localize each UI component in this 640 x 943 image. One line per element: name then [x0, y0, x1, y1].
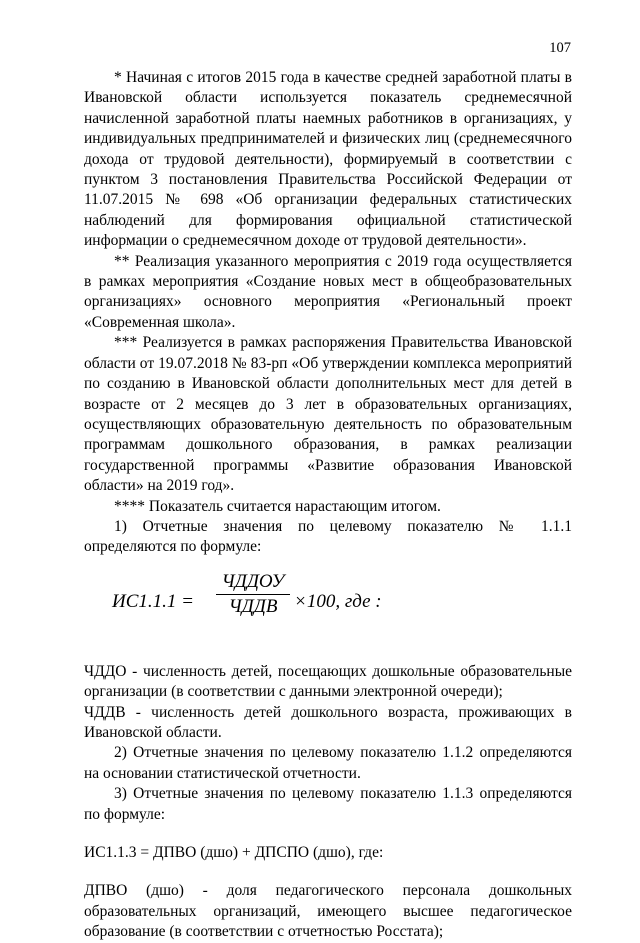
formula-denominator: ЧДДВ — [228, 596, 278, 618]
definition-chddo: ЧДДО - численность детей, посещающих дошкольные образовательные организации (в соответствии с данными электронной очереди); — [84, 662, 572, 701]
footnote-2: ** Реализация указанного мероприятия с 2019 года осуществляется в рамках мероприятия «Создание новых мест в общеобразовательных организациях» основного мероприятия «Региональный проект «Современная школа». — [84, 252, 572, 331]
formula-lhs: ИС1.1.1 = — [112, 590, 194, 612]
definition-chddv: ЧДДВ - численность детей дошкольного возраста, проживающих в Ивановской области. — [84, 703, 572, 741]
footnote-1: * Начиная с итогов 2015 года в качестве средней заработной платы в Ивановской области используется показатель среднемесячной начисленной заработной платы наемных работников в организациях, у индивидуальных предпринимателей и физических лиц (среднемесячного дохода от трудовой деятельности), формируемый в соответствии с пунктом 3 постановления Правительства Российской Федерации от 11.07.2015 № 698 «Об организации федеральных статистических наблюдений для формирования официальной статистической информации о среднемесячном доходе от трудовой деятельности». — [84, 69, 572, 250]
footnote-4: **** Показатель считается нарастающим итогом. — [114, 497, 441, 515]
page-number: 107 — [549, 40, 571, 56]
formula-fraction — [216, 572, 290, 618]
formula-rhs: ×100, где : — [294, 590, 382, 612]
document-body — [84, 68, 572, 943]
footnote-3: *** Реализуется в рамках распоряжения Правительства Ивановской области от 19.07.2018 № 83-рп «Об утверждении комплекса мероприятий по созданию в Ивановской области дополнительных мест для детей в возрасте от 2 месяцев до 3 лет в образовательных организациях, осуществляющих образовательную деятельность по образовательным программам дошкольного образования, в рамках реализации государственной программы «Развитие образования Ивановской области» на 2019 год». — [84, 334, 572, 495]
formula-1-1-3: ИС1.1.3 = ДПВО (дшо) + ДПСПО (дшо), где: — [84, 844, 384, 861]
definition-dpvo: ДПВО (дшо) - доля педагогического персонала дошкольных образовательных организаций, имеющего высшее педагогическое образование (в соответствии с отчетностью Росстата); — [84, 882, 572, 941]
formula-numerator: ЧДДОУ — [216, 572, 290, 595]
item-1-intro: 1) Отчетные значения по целевому показателю № 1.1.1 определяются по формуле: — [84, 517, 572, 556]
formula-1-1-1 — [112, 568, 572, 642]
item-3-intro: 3) Отчетные значения по целевому показателю 1.1.3 определяются по формуле: — [84, 785, 572, 823]
item-2: 2) Отчетные значения по целевому показателю 1.1.2 определяются на основании статистической отчетности. — [84, 744, 572, 782]
